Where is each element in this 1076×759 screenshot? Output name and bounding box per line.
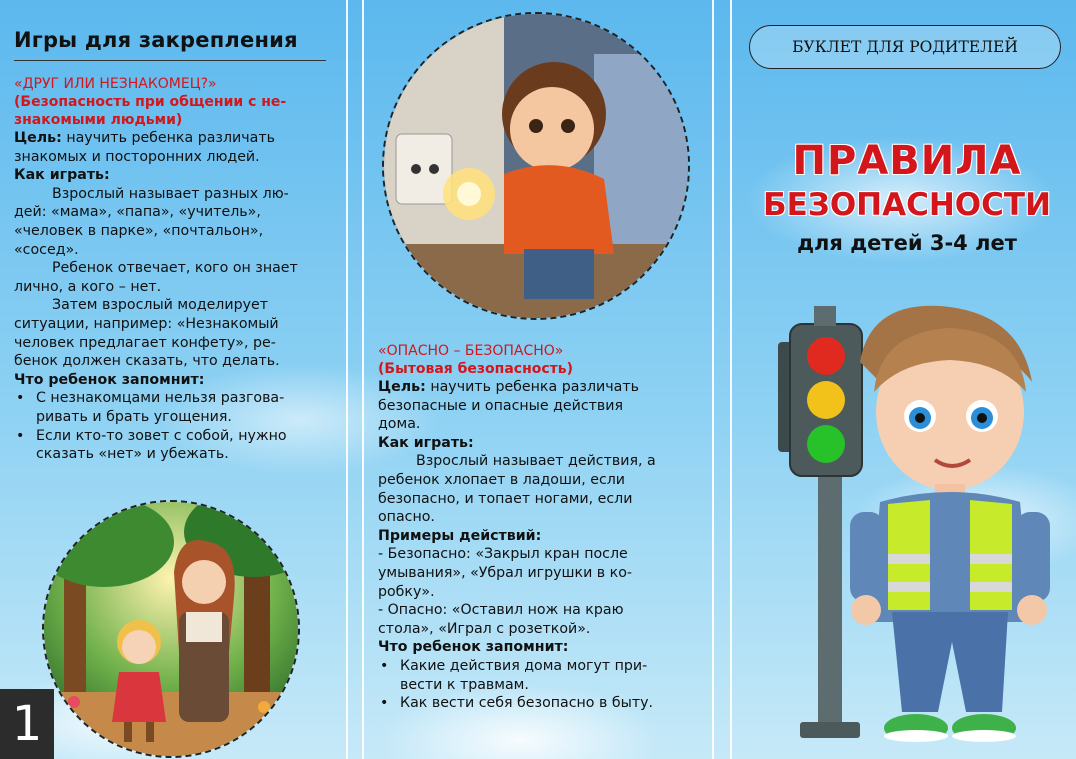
example-line: умывания», «Убрал игрушки в ко-	[378, 564, 633, 581]
goal-text: научить ребенка различать	[425, 379, 639, 395]
how-label: Как играть:	[378, 434, 474, 451]
goal-line	[378, 378, 698, 397]
heading-rule	[14, 60, 326, 61]
boy-in-vest-icon	[850, 306, 1050, 742]
goal-text: безопасные и опасные действия	[378, 397, 624, 414]
remember-list	[14, 389, 332, 463]
page-number: 1	[0, 689, 54, 759]
list-item-text: Какие действия дома могут при-	[400, 657, 648, 674]
paragraph-line: безопасно, и топает ногами, если	[378, 490, 633, 507]
remember-list	[378, 657, 698, 713]
paragraph-line: дей: «мама», «папа», «учитель»,	[14, 204, 261, 221]
forest-kids-illustration	[42, 500, 300, 758]
paragraph-line: Взрослый называет разных лю-	[52, 185, 289, 202]
paragraph-line: «человек в парке», «почтальон»,	[14, 222, 264, 239]
goal-label: Цель:	[378, 379, 426, 395]
title-line-1: ПРАВИЛА	[792, 138, 1022, 184]
paragraph-line: Ребенок отвечает, кого он знает	[52, 260, 298, 277]
list-item-text: вести к травмам.	[400, 676, 529, 693]
remember-label: Что ребенок запомнит:	[14, 371, 205, 388]
fold-line	[730, 0, 732, 759]
paragraph-line: опасно.	[378, 509, 435, 526]
list-item-text: сказать «нет» и убежать.	[36, 446, 229, 463]
goal-text: научить ребенка различать	[61, 130, 275, 146]
panel-games-1	[14, 0, 332, 464]
game-subtitle: знакомыми людьми)	[14, 112, 183, 128]
socket-boy-illustration	[382, 12, 690, 320]
game-subtitle: (Бытовая безопасность)	[378, 361, 574, 377]
paragraph-line: бенок должен сказать, что делать.	[14, 353, 280, 370]
paragraph-line: Затем взрослый моделирует	[52, 297, 268, 314]
boy-socket-scene-icon	[384, 14, 688, 318]
example-line: стола», «Играл с розеткой».	[378, 620, 591, 637]
list-item-text: ривать и брать угощения.	[36, 408, 232, 425]
list-item-text: С незнакомцами нельзя разгова-	[36, 390, 285, 407]
parents-booklet-badge: БУКЛЕТ ДЛЯ РОДИТЕЛЕЙ	[749, 25, 1061, 69]
forest-scene-icon	[44, 502, 298, 756]
goal-line	[14, 129, 332, 148]
title-line-2: БЕЗОПАСНОСТИ	[762, 187, 1051, 223]
paragraph-line: ситуации, например: «Незнакомый	[14, 315, 279, 332]
example-line: робку».	[378, 583, 435, 600]
how-label: Как играть:	[14, 167, 110, 184]
panel-heading: Игры для закрепления	[14, 28, 298, 52]
paragraph-line: ребенок хлопает в ладоши, если	[378, 471, 626, 488]
examples-label: Примеры действий:	[378, 527, 542, 544]
traffic-light-pole	[818, 462, 842, 732]
game-subtitle: (Безопасность при общении с не-	[14, 94, 287, 110]
fold-line	[346, 0, 348, 759]
goal-label: Цель:	[14, 130, 62, 146]
paragraph-line: человек предлагает конфету», ре-	[14, 334, 276, 351]
remember-label: Что ребенок запомнит:	[378, 639, 569, 656]
game-title: «ОПАСНО – БЕЗОПАСНО»	[378, 343, 564, 359]
example-line: - Опасно: «Оставил нож на краю	[378, 602, 624, 619]
traffic-light-boy-illustration	[770, 292, 1060, 754]
list-item-text: Как вести себя безопасно в быту.	[400, 695, 653, 712]
list-item	[36, 427, 332, 464]
fold-line	[362, 0, 364, 759]
paragraph-line: Взрослый называет действия, а	[416, 453, 656, 470]
game-title: «ДРУГ ИЛИ НЕЗНАКОМЕЦ?»	[14, 76, 217, 92]
example-line: - Безопасно: «Закрыл кран после	[378, 546, 628, 563]
list-item	[400, 694, 698, 713]
list-item	[400, 657, 698, 694]
traffic-light-icon	[778, 306, 862, 476]
fold-line	[712, 0, 714, 759]
goal-text: дома.	[378, 416, 421, 433]
paragraph-line: «сосед».	[14, 241, 79, 258]
panel-games-2	[378, 342, 698, 713]
goal-text: знакомых и посторонних людей.	[14, 148, 260, 165]
title-line-3: для детей 3-4 лет	[797, 231, 1017, 255]
list-item	[36, 389, 332, 426]
paragraph-line: лично, а кого – нет.	[14, 278, 162, 295]
list-item-text: Если кто-то зовет с собой, нужно	[36, 427, 287, 444]
